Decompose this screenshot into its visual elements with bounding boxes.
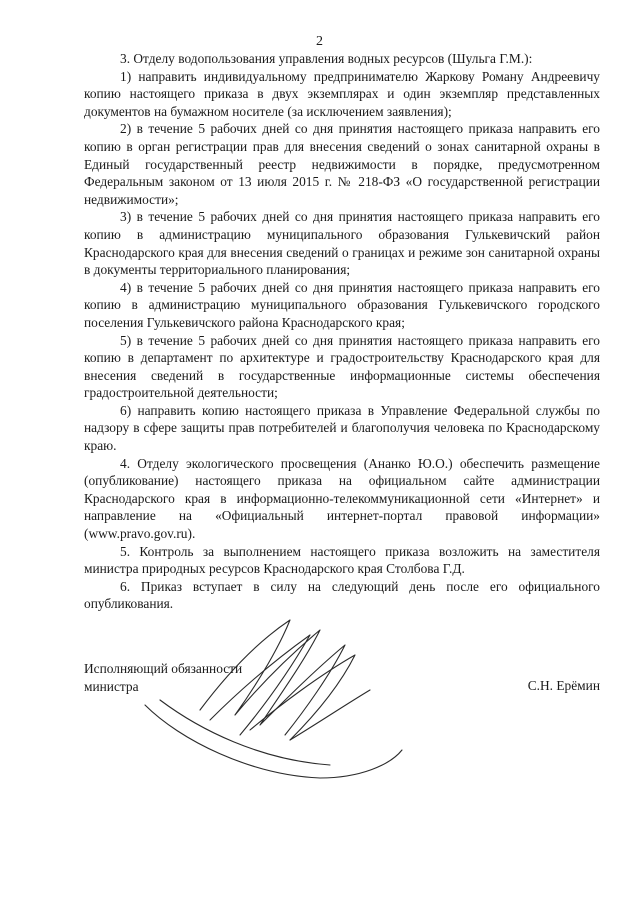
paragraph-subitem-6: 6) направить копию настоящего приказа в Управление Федеральной службы по надзору в сфере защиты прав потребителей и благополучия человека по Краснодарскому краю. xyxy=(84,402,600,454)
paragraph-subitem-1: 1) направить индивидуальному предпринимателю Жаркову Роману Андреевичу копию настоящего приказа в двух экземплярах и один экземпляр представленных документов на бумажном носителе (за исключением заявления); xyxy=(84,68,600,119)
paragraph-item-3: 3. Отделу водопользования управления водных ресурсов (Шульга Г.М.): xyxy=(120,51,533,66)
signer-title-line-2: министра xyxy=(84,678,139,694)
paragraph-item-6: 6. Приказ вступает в силу на следующий день после его официального опубликования. xyxy=(84,578,600,612)
paragraph-subitem-3: 3) в течение 5 рабочих дней со дня принятия настоящего приказа направить его копию в администрацию муниципального образования Гулькевичский район Краснодарского края для внесения сведений о границах и режиме зон санитарной охраны в документы территориального планирования; xyxy=(84,209,600,278)
paragraph-subitem-4: 4) в течение 5 рабочих дней со дня принятия настоящего приказа направить его копию в администрацию муниципального образования Гулькевичского городского поселения Гулькевичского района Краснодарского края; xyxy=(84,279,600,330)
signer-name: С.Н. Ерёмин xyxy=(527,678,600,693)
paragraph-item-5: 5. Контроль за выполнением настоящего приказа возложить на заместителя министра природных ресурсов Краснодарского края Столбова Г.Д. xyxy=(84,543,600,577)
handwritten-signature xyxy=(140,600,410,790)
paragraph-item-4: 4. Отделу экологического просвещения (Ананко Ю.О.) обеспечить размещение (опубликование) настоящего приказа на официальном сайте администрации Краснодарского края в информационно-телекоммуникационной сети «Интернет» и направление на «Официальный интернет-портал правовой информации» (www.pravo.gov.ru). xyxy=(84,455,600,542)
page-number: 2 xyxy=(316,34,323,49)
paragraph-subitem-5: 5) в течение 5 рабочих дней со дня принятия настоящего приказа направить его копию в департамент по архитектуре и градостроительству Краснодарского края для внесения сведений в государственные информационные системы обеспечения градостроительной деятельности; xyxy=(84,332,600,401)
signer-title-line-1: Исполняющий обязанности xyxy=(84,661,243,676)
document-body xyxy=(84,50,600,613)
paragraph-subitem-2: 2) в течение 5 рабочих дней со дня принятия настоящего приказа направить его копию в орган регистрации прав для внесения сведений о зонах санитарной охраны в Единый государственный реестр недвижимости в порядке, предусмотренном Федеральным законом от 13 июля 2015 г. № 218-ФЗ «О государственной регистрации недвижимости»; xyxy=(84,121,600,207)
